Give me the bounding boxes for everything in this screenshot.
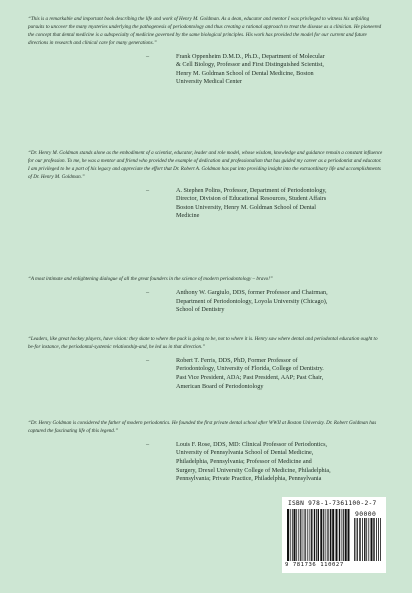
barcode-bar (376, 518, 377, 561)
attribution-line: University Medical Center (176, 78, 242, 86)
attribution-line: Medicine (176, 212, 200, 220)
barcode-bar (310, 509, 311, 561)
barcode-bar (359, 518, 360, 561)
barcode-bar (366, 518, 367, 561)
barcode-bar (378, 518, 379, 561)
attribution-line: American Board of Periodontology (176, 382, 264, 390)
barcode-bar (330, 509, 331, 561)
testimonial-gargiulo (28, 276, 384, 315)
barcode-bar (328, 509, 329, 561)
testimonial-attribution (28, 53, 384, 87)
barcode-bar (323, 509, 324, 561)
attribution-line: & Cell Biology, Professor and First Distinguished Scientist, (176, 61, 324, 69)
attribution-line: Periodontology, University of Florida, College of Dentistry. (176, 365, 324, 373)
barcode-bar (343, 509, 344, 561)
attribution-line: Anthony W. Gargiulo, DDS, former Professor and Chairman, (176, 288, 328, 296)
testimonial-quote: “This is a remarkable and important book describing the life and work of Henry M. Goldman. As a dean, educator and mentor I was privileged to witness his unfailing pursuits to uncover the many mysteries underlying the pathogenesis of periodontology and thus creating a rational approach to treat the disease as a clinician. He pioneered the concept that dental medicine is a subspecialty of medicine governed by the same biological principles. His work has provided the model for our current and future directions in research and clinical care for many generations.” (28, 16, 382, 46)
attribution-line: Frank Oppenheim D.M.D., Ph.D., Department of Molecular (176, 52, 325, 60)
testimonial-oppenheim (28, 16, 384, 87)
attribution-dash: – (146, 288, 150, 296)
attribution-line: Boston University, Henry M. Goldman School of Dental (176, 203, 317, 211)
attribution-line: Surgery, Drexel University College of Medicine, Philadelphia, (176, 466, 331, 474)
attribution-dash: – (146, 440, 150, 448)
barcode-bar (327, 509, 328, 561)
barcode-bar (339, 509, 340, 561)
testimonial-attribution (28, 187, 384, 221)
attribution-line: Department of Periodontology, Loyola University (Chicago), (176, 297, 328, 305)
testimonial-ferris (28, 336, 384, 391)
barcode-bar (364, 518, 365, 561)
barcode-bar (311, 509, 312, 561)
testimonial-quote: “Leaders, like great hockey players, have vision: they skate to where the puck is going to be, not to where it is. Henry saw where dental and periodontal education ought to be-for instance, the periodontal-systemic relationship-and, he led us in that direction.” (28, 336, 378, 350)
attribution-line: Robert T. Ferris, DDS, PhD, Former Professor of (176, 356, 298, 364)
barcode-bar (304, 509, 305, 561)
testimonial-rose (28, 420, 384, 484)
barcode-bar (368, 518, 369, 561)
testimonial-quote: “A most intimate and enlightening dialogue of all the great founders in the science of modern periodontology – bravo!” (28, 276, 273, 282)
attribution-line: Henry M. Goldman School of Dental Medicine, Boston (176, 69, 314, 77)
attribution-dash: – (146, 186, 150, 194)
barcode-bar (373, 518, 374, 561)
attribution-line: University of Pennsylvania School of Dental Medicine, (176, 449, 314, 457)
barcode-bar (298, 509, 299, 561)
barcode-bar (292, 509, 293, 561)
testimonial-quote: “Dr. Henry Goldman is considered the father of modern periodontics. He founded the first private dental school after WWII at Boston University. Dr. Robert Goldman has captured the fascinating life of this legend.” (28, 420, 377, 434)
barcode-bar (342, 509, 343, 561)
barcode-bar (320, 509, 322, 561)
barcode-bar (380, 518, 381, 561)
barcode-bar (316, 509, 317, 561)
testimonial-attribution (28, 357, 384, 391)
barcode-bar (290, 509, 291, 561)
barcode-bars (287, 509, 351, 561)
isbn-barcode (282, 497, 386, 573)
barcode-bar (305, 509, 306, 561)
attribution-dash: – (146, 356, 150, 364)
attribution-line: Past Vice President, ADA; Past President, AAP; Past Chair, (176, 374, 324, 381)
barcode-bar (307, 509, 308, 561)
barcode-bar (371, 518, 373, 561)
barcode-bar (345, 509, 347, 561)
barcode-bar (348, 509, 350, 561)
ean-digits: 9 781736 110027 (285, 562, 344, 568)
barcode-bar (314, 509, 315, 561)
price-code: 90000 (355, 510, 377, 518)
testimonial-quote: “Dr. Henry M. Goldman stands alone as the embodiment of a scientist, educator, leader and role model, whose wisdom, knowledge and guidance remain a constant influence for our profession. To me, he was a mentor and friend who provided the example of dedication and professionalism that has guided my career as a periodontist and educator. I am privileged to be a part of his legacy and appreciate the effort that Dr. Robert A. Goldman has put into providing insight into the extraordinary life and accomplishments of Dr. Henry M. Goldman.” (28, 150, 383, 180)
barcode-bar (332, 509, 334, 561)
testimonial-polins (28, 150, 384, 221)
attribution-line: A. Stephen Polins, Professor, Department of Periodontology, (176, 186, 327, 194)
attribution-line: Pennsylvania; Private Practice, Philadelphia, Pennsylvania (176, 475, 322, 483)
barcode-bar (336, 509, 338, 561)
attribution-dash: – (146, 52, 150, 60)
barcode-addon-bars (354, 518, 382, 561)
attribution-line: Philadelphia, Pennsylvania; Professor of Medicine and (176, 458, 312, 465)
barcode-bar (302, 509, 303, 561)
isbn-label: ISBN 978-1-7361100-2-7 (288, 500, 377, 507)
testimonial-attribution (28, 441, 384, 484)
attribution-line: Director, Division of Educational Resources, Student Affairs (176, 195, 327, 203)
barcode-bar (357, 518, 358, 561)
barcode-bar (362, 518, 363, 561)
barcode-bar (294, 509, 296, 561)
barcode-bar (325, 509, 326, 561)
testimonial-attribution (28, 289, 384, 315)
barcode-bar (354, 518, 355, 561)
barcode-bar (356, 518, 357, 561)
attribution-line: School of Dentistry (176, 306, 225, 314)
barcode-bar (287, 509, 289, 561)
attribution-line: Louis F. Rose, DDS, MD: Clinical Professor of Periodontics, (176, 440, 328, 448)
barcode-bar (296, 509, 297, 561)
barcode-bar (318, 509, 319, 561)
barcode-bar (300, 509, 301, 561)
